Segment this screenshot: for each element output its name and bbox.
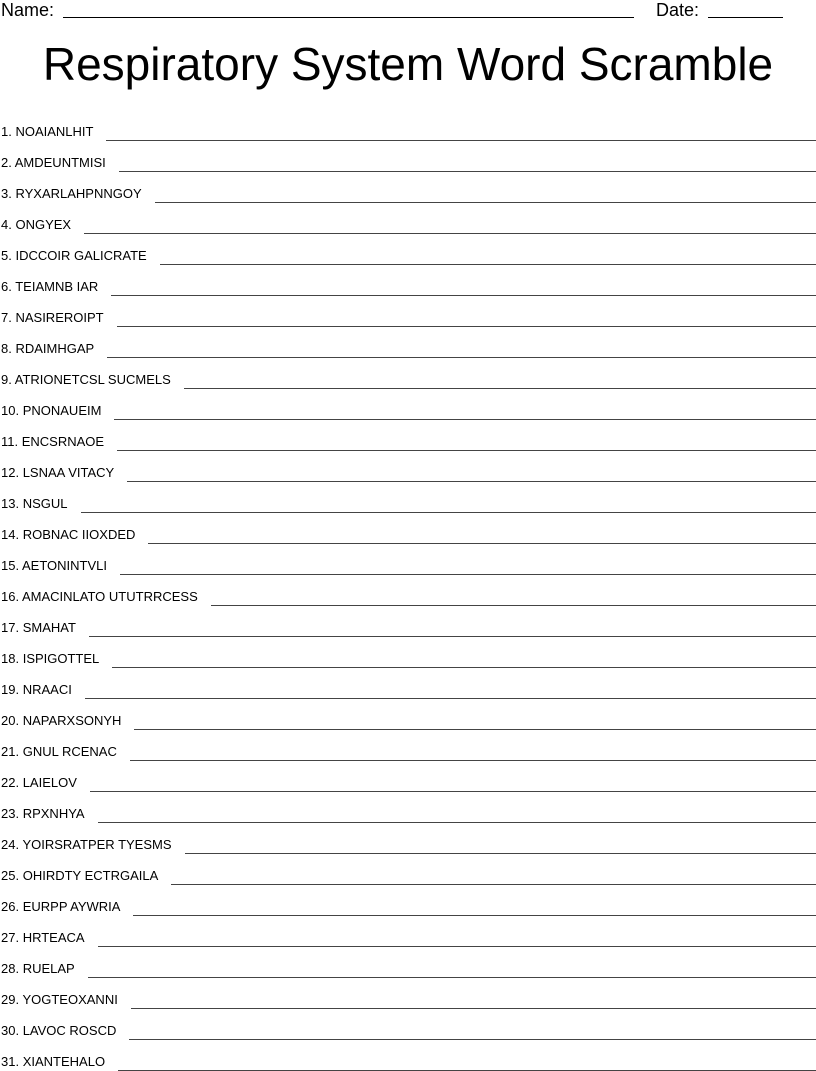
item-number: 4. [1, 217, 12, 232]
item-number: 11. [1, 434, 18, 449]
scrambled-word [0, 465, 114, 482]
scrambled-text: ROBNAC IIOXDED [23, 527, 136, 542]
scrambled-word [0, 589, 198, 606]
scrambled-word [0, 1023, 116, 1040]
answer-line[interactable] [81, 511, 816, 513]
scrambled-word [0, 620, 76, 637]
item-number: 17. [1, 620, 19, 635]
item-number: 18. [1, 651, 19, 666]
scrambled-word [0, 403, 101, 420]
scrambled-text: NSGUL [23, 496, 68, 511]
scrambled-text: ISPIGOTTEL [23, 651, 100, 666]
item-number: 26. [1, 899, 19, 914]
name-label: Name: [1, 0, 54, 20]
item-number: 9. [1, 372, 12, 387]
scrambled-text: ONGYEX [15, 217, 71, 232]
answer-line[interactable] [107, 356, 816, 358]
scrambled-word [0, 558, 107, 575]
answer-line[interactable] [155, 201, 816, 203]
answer-line[interactable] [98, 945, 816, 947]
item-number: 31. [1, 1054, 19, 1069]
item-number: 14. [1, 527, 19, 542]
answer-line[interactable] [84, 232, 816, 234]
scrambled-text: AMDEUNTMISI [15, 155, 106, 170]
answer-line[interactable] [90, 790, 816, 792]
list-item [0, 513, 816, 544]
list-item [0, 234, 816, 265]
date-field[interactable] [708, 17, 783, 18]
list-item [0, 296, 816, 327]
item-number: 21. [1, 744, 19, 759]
answer-line[interactable] [171, 883, 816, 885]
list-item [0, 172, 816, 203]
answer-line[interactable] [211, 604, 816, 606]
answer-line[interactable] [160, 263, 816, 265]
item-number: 23. [1, 806, 19, 821]
answer-line[interactable] [184, 387, 816, 389]
scrambled-text: HRTEACA [23, 930, 85, 945]
answer-line[interactable] [112, 666, 816, 668]
answer-line[interactable] [119, 170, 816, 172]
scrambled-text: SMAHAT [23, 620, 76, 635]
scrambled-text: XIANTEHALO [23, 1054, 105, 1069]
item-number: 15. [1, 558, 19, 573]
list-item [0, 668, 816, 699]
item-number: 3. [1, 186, 12, 201]
scrambled-text: NAPARXSONYH [23, 713, 122, 728]
scrambled-word [0, 868, 158, 885]
item-number: 22. [1, 775, 19, 790]
list-item [0, 916, 816, 947]
answer-line[interactable] [185, 852, 816, 854]
list-item [0, 544, 816, 575]
item-number: 30. [1, 1023, 19, 1038]
item-number: 6. [1, 279, 12, 294]
item-number: 27. [1, 930, 19, 945]
list-item [0, 637, 816, 668]
item-number: 20. [1, 713, 19, 728]
list-item [0, 606, 816, 637]
answer-line[interactable] [131, 1007, 816, 1009]
answer-line[interactable] [88, 976, 816, 978]
scrambled-text: AMACINLATO UTUTRRCESS [22, 589, 198, 604]
date-label: Date: [656, 0, 699, 20]
scrambled-word [0, 155, 106, 172]
list-item [0, 141, 816, 172]
scrambled-text: OHIRDTY ECTRGAILA [23, 868, 159, 883]
list-item [0, 885, 816, 916]
scramble-list [0, 110, 816, 1071]
answer-line[interactable] [129, 1038, 816, 1040]
scrambled-word [0, 217, 71, 234]
item-number: 10. [1, 403, 19, 418]
scrambled-text: IDCCOIR GALICRATE [15, 248, 146, 263]
answer-line[interactable] [117, 449, 816, 451]
scrambled-word [0, 124, 93, 141]
list-item [0, 482, 816, 513]
scrambled-word [0, 992, 118, 1009]
scrambled-word [0, 372, 171, 389]
scrambled-word [0, 899, 120, 916]
scrambled-text: AETONINTVLI [22, 558, 107, 573]
scrambled-word [0, 682, 72, 699]
item-number: 29. [1, 992, 19, 1007]
scrambled-text: LAIELOV [23, 775, 77, 790]
scrambled-word [0, 341, 94, 358]
list-item [0, 420, 816, 451]
name-field[interactable] [63, 17, 634, 18]
scrambled-word [0, 1054, 105, 1071]
answer-line[interactable] [133, 914, 816, 916]
scrambled-word [0, 961, 75, 978]
scrambled-word [0, 930, 85, 947]
list-item [0, 792, 816, 823]
scrambled-word [0, 837, 172, 854]
scrambled-text: YOIRSRATPER TYESMS [22, 837, 171, 852]
list-item [0, 110, 816, 141]
scrambled-text: NASIREROIPT [15, 310, 103, 325]
answer-line[interactable] [98, 821, 816, 823]
scrambled-word [0, 651, 99, 668]
answer-line[interactable] [148, 542, 816, 544]
item-number: 1. [1, 124, 12, 139]
list-item [0, 265, 816, 296]
answer-line[interactable] [114, 418, 816, 420]
answer-line[interactable] [134, 728, 816, 730]
answer-line[interactable] [117, 325, 816, 327]
scrambled-word [0, 186, 142, 203]
scrambled-text: NOAIANLHIT [15, 124, 93, 139]
scrambled-word [0, 806, 85, 823]
item-number: 24. [1, 837, 19, 852]
list-item [0, 978, 816, 1009]
answer-line[interactable] [111, 294, 816, 296]
scrambled-text: ENCSRNAOE [22, 434, 104, 449]
scrambled-text: GNUL RCENAC [23, 744, 117, 759]
scrambled-text: RPXNHYA [23, 806, 85, 821]
header [0, 0, 816, 24]
answer-line[interactable] [127, 480, 816, 482]
list-item [0, 699, 816, 730]
answer-line[interactable] [120, 573, 816, 575]
list-item [0, 823, 816, 854]
item-number: 12. [1, 465, 19, 480]
item-number: 5. [1, 248, 12, 263]
item-number: 2. [1, 155, 12, 170]
scrambled-word [0, 310, 104, 327]
page-title: Respiratory System Word Scramble [0, 38, 816, 90]
scrambled-word [0, 496, 68, 513]
answer-line[interactable] [89, 635, 816, 637]
item-number: 25. [1, 868, 19, 883]
item-number: 28. [1, 961, 19, 976]
scrambled-word [0, 434, 104, 451]
list-item [0, 761, 816, 792]
list-item [0, 575, 816, 606]
item-number: 8. [1, 341, 12, 356]
scrambled-text: PNONAUEIM [23, 403, 102, 418]
scrambled-text: EURPP AYWRIA [23, 899, 121, 914]
scrambled-text: NRAACI [23, 682, 72, 697]
list-item [0, 730, 816, 761]
list-item [0, 389, 816, 420]
scrambled-word [0, 713, 121, 730]
item-number: 16. [1, 589, 19, 604]
list-item [0, 947, 816, 978]
scrambled-text: RUELAP [23, 961, 75, 976]
answer-line[interactable] [130, 759, 816, 761]
list-item [0, 203, 816, 234]
scrambled-word [0, 279, 98, 296]
item-number: 19. [1, 682, 19, 697]
scrambled-text: LAVOC ROSCD [23, 1023, 117, 1038]
scrambled-word [0, 744, 117, 761]
scrambled-text: ATRIONETCSL SUCMELS [15, 372, 171, 387]
list-item [0, 1009, 816, 1040]
list-item [0, 358, 816, 389]
scrambled-text: LSNAA VITACY [23, 465, 115, 480]
list-item [0, 854, 816, 885]
scrambled-word [0, 527, 135, 544]
scrambled-text: TEIAMNB IAR [15, 279, 98, 294]
list-item [0, 327, 816, 358]
item-number: 13. [1, 496, 19, 511]
item-number: 7. [1, 310, 12, 325]
answer-line[interactable] [85, 697, 816, 699]
scrambled-text: YOGTEOXANNI [22, 992, 117, 1007]
answer-line[interactable] [106, 139, 816, 141]
scrambled-text: RDAIMHGAP [15, 341, 94, 356]
scrambled-word [0, 775, 77, 792]
list-item [0, 451, 816, 482]
scrambled-word [0, 248, 147, 265]
scrambled-text: RYXARLAHPNNGOY [15, 186, 141, 201]
